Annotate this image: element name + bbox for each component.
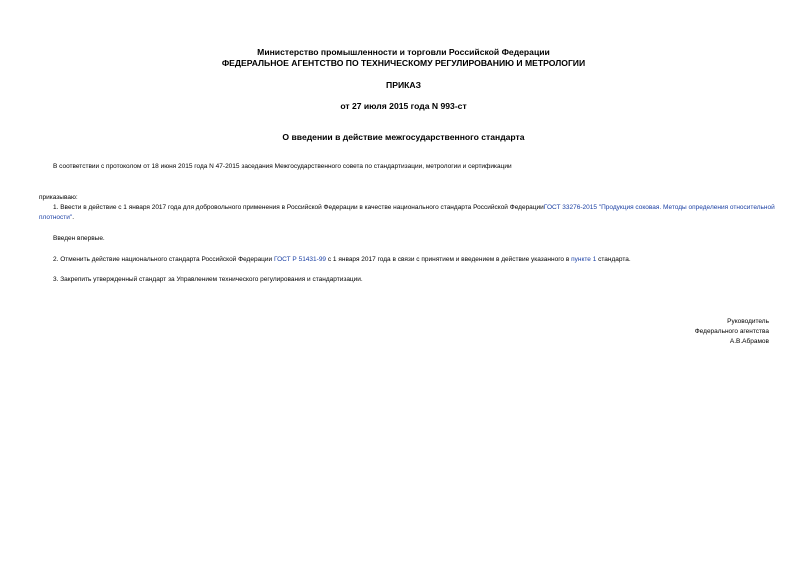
gost-33276-link[interactable]: ГОСТ 33276-2015 "Продукция соковая. Методы определения относительной плотности" — [39, 204, 775, 221]
ministry-title: Министерство промышленности и торговли Российской Федерации — [257, 47, 550, 57]
order-item-2-mid: с 1 января 2017 года в связи с принятием и введением в действие указанного в — [326, 256, 572, 263]
order-item-2 — [53, 255, 631, 265]
order-item-2-start: 2. Отменить действие национального стандарта Российской Федерации — [53, 256, 274, 263]
item-1-reference-link[interactable]: пункте 1 — [571, 256, 597, 263]
signature-position: Руководитель — [727, 318, 769, 325]
document-type: ПРИКАЗ — [386, 80, 421, 90]
signature-agency: Федерального агентства — [694, 328, 769, 335]
document-subject: О введении в действие межгосударственного стандарта — [282, 132, 525, 142]
order-item-1-text: 1. Ввести в действие с 1 января 2017 года для добровольного применения в Российской Федерации в качестве национального стандарта Российской Федерации — [53, 204, 544, 211]
order-item-1-end: . — [72, 214, 75, 221]
signature-name: А.В.Абрамов — [729, 338, 769, 345]
order-item-2-end: стандарта. — [596, 256, 631, 263]
preamble-paragraph: В соответствии с протоколом от 18 июня 2015 года N 47-2015 заседания Межгосударственного совета по стандартизации, метрологии и сертификации — [53, 163, 512, 170]
order-word: приказываю: — [39, 194, 78, 201]
order-item-3: 3. Закрепить утвержденный стандарт за Управлением технического регулирования и стандартизации. — [53, 276, 363, 283]
order-item-1 — [39, 203, 784, 223]
gost-r-51431-link[interactable]: ГОСТ Р 51431-99 — [273, 256, 327, 263]
agency-title: ФЕДЕРАЛЬНОЕ АГЕНТСТВО ПО ТЕХНИЧЕСКОМУ РЕГУЛИРОВАНИЮ И МЕТРОЛОГИИ — [221, 58, 586, 68]
document-date: от 27 июля 2015 года N 993-ст — [340, 101, 467, 111]
introduced-note: Введен впервые. — [53, 235, 105, 242]
